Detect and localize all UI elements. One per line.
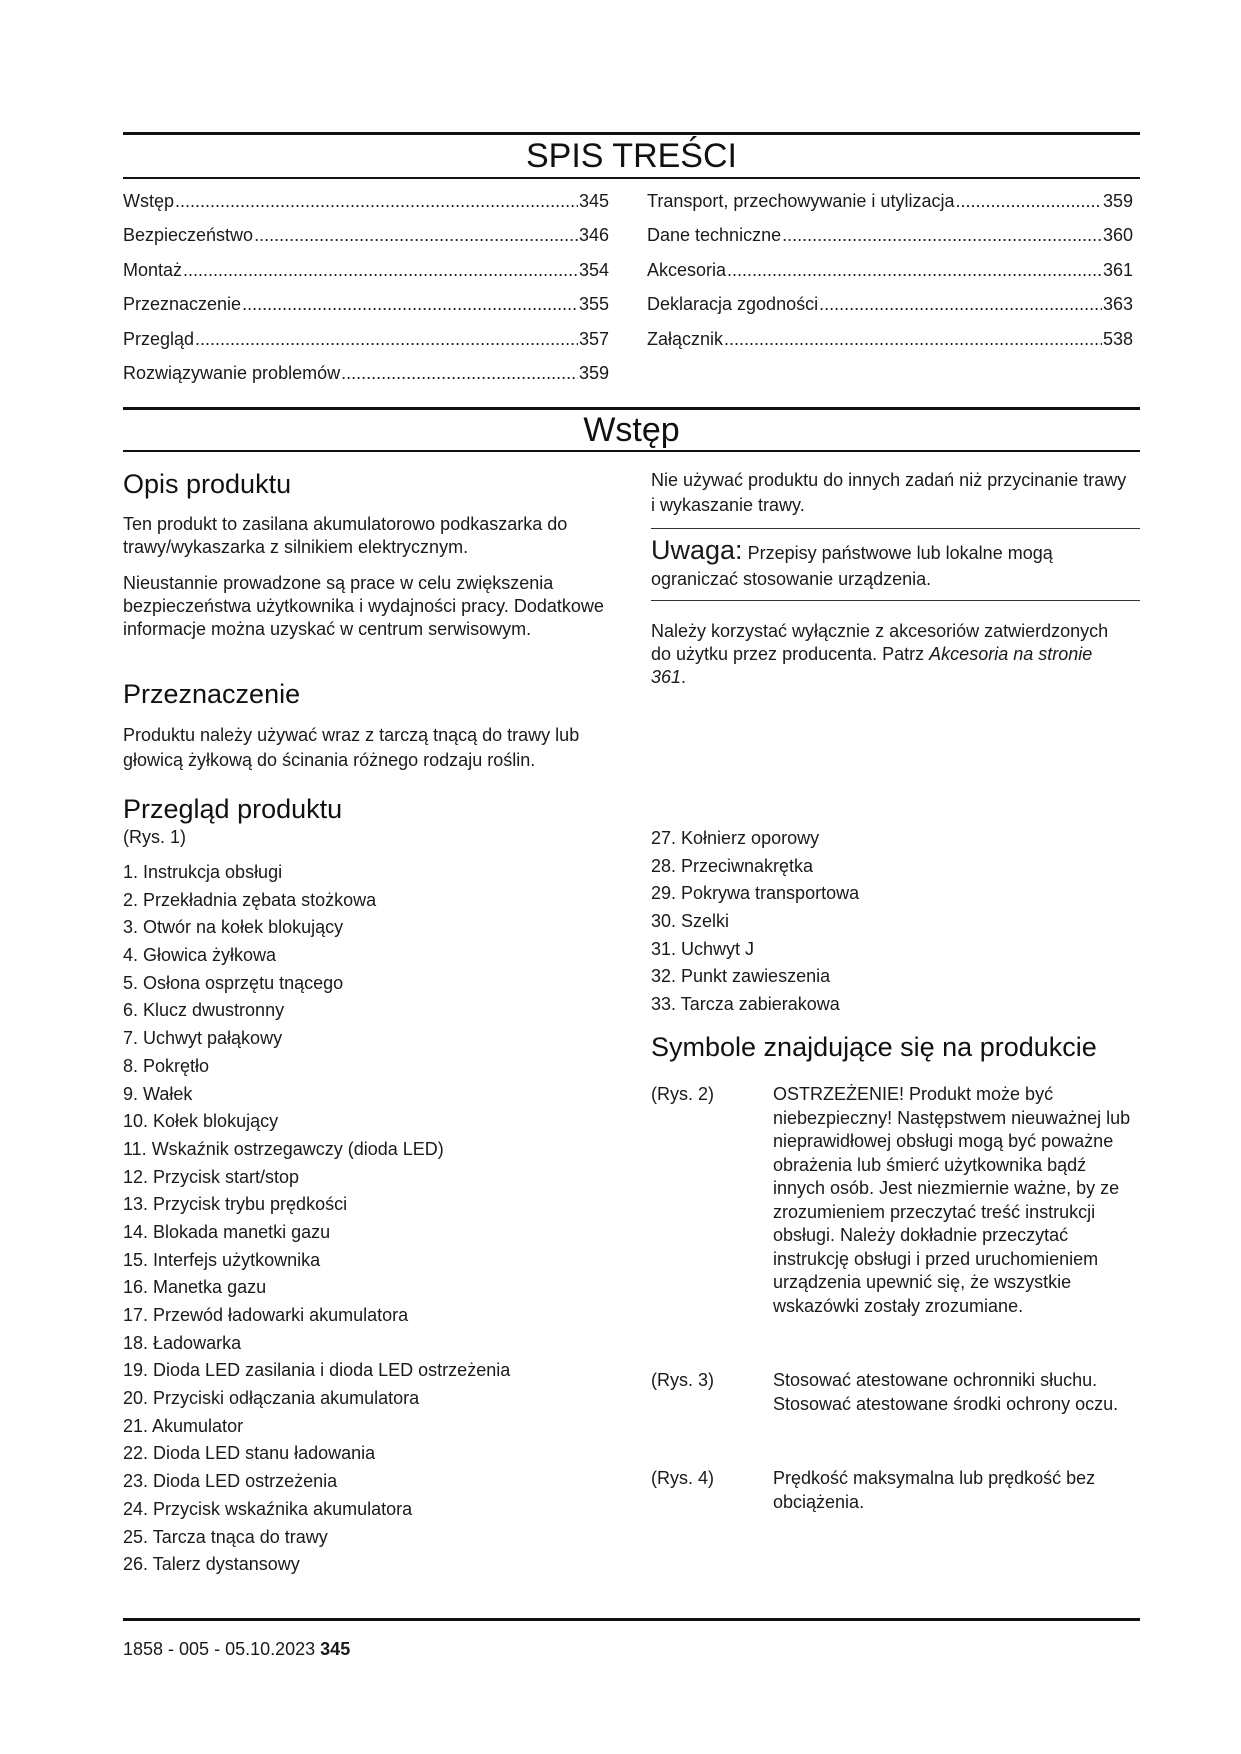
list-item: 25. Tarcza tnąca do trawy — [123, 1526, 328, 1547]
list-item: 21. Akumulator — [123, 1415, 244, 1436]
list-item: 33. Tarcza zabierakowa — [651, 994, 840, 1015]
usage-restriction-paragraph: Nie używać produktu do innych zadań niż przycinanie trawy i wykaszanie trawy. — [651, 470, 1127, 515]
list-item: 24. Przycisk wskaźnika akumulatora — [123, 1498, 413, 1519]
toc-entry[interactable]: Rozwiązywanie problemów ..... 359 — [123, 361, 609, 385]
toc-entry[interactable]: Załącznik ..... 538 — [647, 327, 1133, 351]
symbole-heading: Symbole znajdujące się na produkcie — [651, 1032, 1097, 1062]
przeglad-heading: Przegląd produktu — [123, 794, 343, 824]
list-item: 13. Przycisk trybu prędkości — [123, 1194, 348, 1215]
toc-entry[interactable]: Wstęp ..... 345 — [123, 189, 609, 213]
list-item: 6. Klucz dwustronny — [123, 1000, 285, 1021]
list-item: 8. Pokrętło — [123, 1055, 210, 1076]
accessories-link[interactable]: Akcesoria na stronie 361 — [651, 644, 1093, 687]
section-title: Wstęp — [583, 411, 680, 449]
list-item: 12. Przycisk start/stop — [123, 1166, 300, 1187]
note-label: Uwaga: — [651, 535, 743, 565]
przeznaczenie-heading: Przeznaczenie — [123, 679, 301, 709]
note-top-rule — [651, 528, 1140, 529]
list-item: 2. Przekładnia zębata stożkowa — [123, 889, 377, 910]
toc-entry[interactable]: Akcesoria ..... 361 — [647, 258, 1133, 282]
list-item: 10. Kołek blokujący — [123, 1111, 279, 1132]
toc-entry[interactable]: Przeznaczenie ..... 355 — [123, 292, 609, 316]
parts-list-right — [651, 825, 859, 1019]
toc-entry[interactable]: Transport, przechowywanie i utylizacja ..... 359 — [647, 189, 1133, 213]
document-code: 1858 - 005 - 05.10.2023 — [123, 1639, 316, 1659]
list-item: 14. Blokada manetki gazu — [123, 1221, 331, 1242]
note-block — [651, 537, 1131, 592]
przeglad-figure-ref: (Rys. 1) — [123, 827, 186, 847]
note-bottom-rule — [651, 600, 1140, 601]
list-item: 7. Uchwyt pałąkowy — [123, 1028, 283, 1049]
symbol-description: OSTRZEŻENIE! Produkt może być niebezpieczny! Następstwem nieuważnej lub nieprawidłowej obsługi mogą być poważne obrażenia lub śmierć użytkownika bądź innych osób. Jest niezmiernie ważne, by ze zrozumieniem przeczytać treść instrukcji obsługi. Należy dokładnie przeczytać instrukcję obsługi i przed uruchomieniem urządzenia upewnić się, że wszystkie wskazówki zostały zrozumiane. — [773, 1084, 1131, 1316]
toc-entry[interactable]: Przegląd ..... 357 — [123, 327, 609, 351]
list-item: 18. Ładowarka — [123, 1332, 242, 1353]
toc-entry[interactable]: Bezpieczeństwo ..... 346 — [123, 223, 609, 247]
toc-entry[interactable]: Dane techniczne ..... 360 — [647, 223, 1133, 247]
list-item: 15. Interfejs użytkownika — [123, 1249, 321, 1270]
note-text: Przepisy państwowe lub lokalne mogą ograniczać stosowanie urządzenia. — [651, 543, 1053, 589]
list-item: 5. Osłona osprzętu tnącego — [123, 972, 344, 993]
opis-heading: Opis produktu — [123, 469, 292, 499]
przeznaczenie-paragraph: Produktu należy używać wraz z tarczą tnącą do trawy lub głowicą żyłkową do ścinania różnego rodzaju roślin. — [123, 725, 580, 770]
list-item: 31. Uchwyt J — [651, 938, 755, 959]
toc-bottom-rule — [123, 177, 1140, 179]
list-item: 23. Dioda LED ostrzeżenia — [123, 1471, 338, 1492]
opis-paragraph-2: Nieustannie prowadzone są prace w celu zwiększenia bezpieczeństwa użytkownika i wydajności pracy. Dodatkowe informacje można uzyskać w centrum serwisowym. — [123, 573, 604, 639]
list-item: 19. Dioda LED zasilania i dioda LED ostrzeżenia — [123, 1360, 511, 1381]
toc-title: SPIS TREŚCI — [526, 137, 737, 175]
toc-entry[interactable]: Montaż ..... 354 — [123, 258, 609, 282]
list-item: 26. Talerz dystansowy — [123, 1554, 300, 1575]
symbol-description: Prędkość maksymalna lub prędkość bez obciążenia. — [773, 1468, 1096, 1512]
symbol-row — [651, 1467, 1141, 1527]
opis-paragraph-1: Ten produkt to zasilana akumulatorowo podkaszarka do trawy/wykaszarka z silnikiem elektrycznym. — [123, 514, 568, 557]
toc-entry[interactable]: Deklaracja zgodności ..... 363 — [647, 292, 1133, 316]
list-item: 16. Manetka gazu — [123, 1277, 267, 1298]
list-item: 3. Otwór na kołek blokujący — [123, 917, 344, 938]
list-item: 30. Szelki — [651, 911, 730, 932]
list-item: 27. Kołnierz oporowy — [651, 828, 820, 848]
list-item: 17. Przewód ładowarki akumulatora — [123, 1305, 409, 1325]
accessories-paragraph: Należy korzystać wyłącznie z akcesoriów zatwierdzonych do użytku przez producenta. Patrz Akcesoria na stronie 361. — [651, 621, 1109, 687]
symbol-description: Stosować atestowane ochronniki słuchu. Stosować atestowane środki ochrony oczu. — [773, 1370, 1119, 1414]
symbol-figure-ref: (Rys. 2) — [651, 1084, 714, 1104]
list-item: 22. Dioda LED stanu ładowania — [123, 1443, 376, 1464]
list-item: 1. Instrukcja obsługi — [123, 862, 283, 882]
list-item: 9. Wałek — [123, 1083, 193, 1104]
list-item: 28. Przeciwnakrętka — [651, 855, 814, 876]
parts-list-left — [123, 859, 510, 1579]
list-item: 32. Punkt zawieszenia — [651, 966, 831, 987]
symbol-figure-ref: (Rys. 3) — [651, 1370, 714, 1390]
symbol-row — [651, 1083, 1141, 1333]
toc-top-rule — [123, 132, 1140, 135]
list-item: 29. Pokrywa transportowa — [651, 883, 860, 904]
list-item: 11. Wskaźnik ostrzegawczy (dioda LED) — [123, 1138, 444, 1159]
section-bottom-rule — [123, 450, 1140, 452]
symbol-row — [651, 1369, 1141, 1449]
footer-rule — [123, 1618, 1140, 1621]
list-item: 20. Przyciski odłączania akumulatora — [123, 1388, 420, 1409]
list-item: 4. Głowica żyłkowa — [123, 945, 277, 966]
page-number: 345 — [320, 1639, 351, 1659]
symbol-figure-ref: (Rys. 4) — [651, 1468, 714, 1488]
page-footer — [123, 1639, 350, 1660]
